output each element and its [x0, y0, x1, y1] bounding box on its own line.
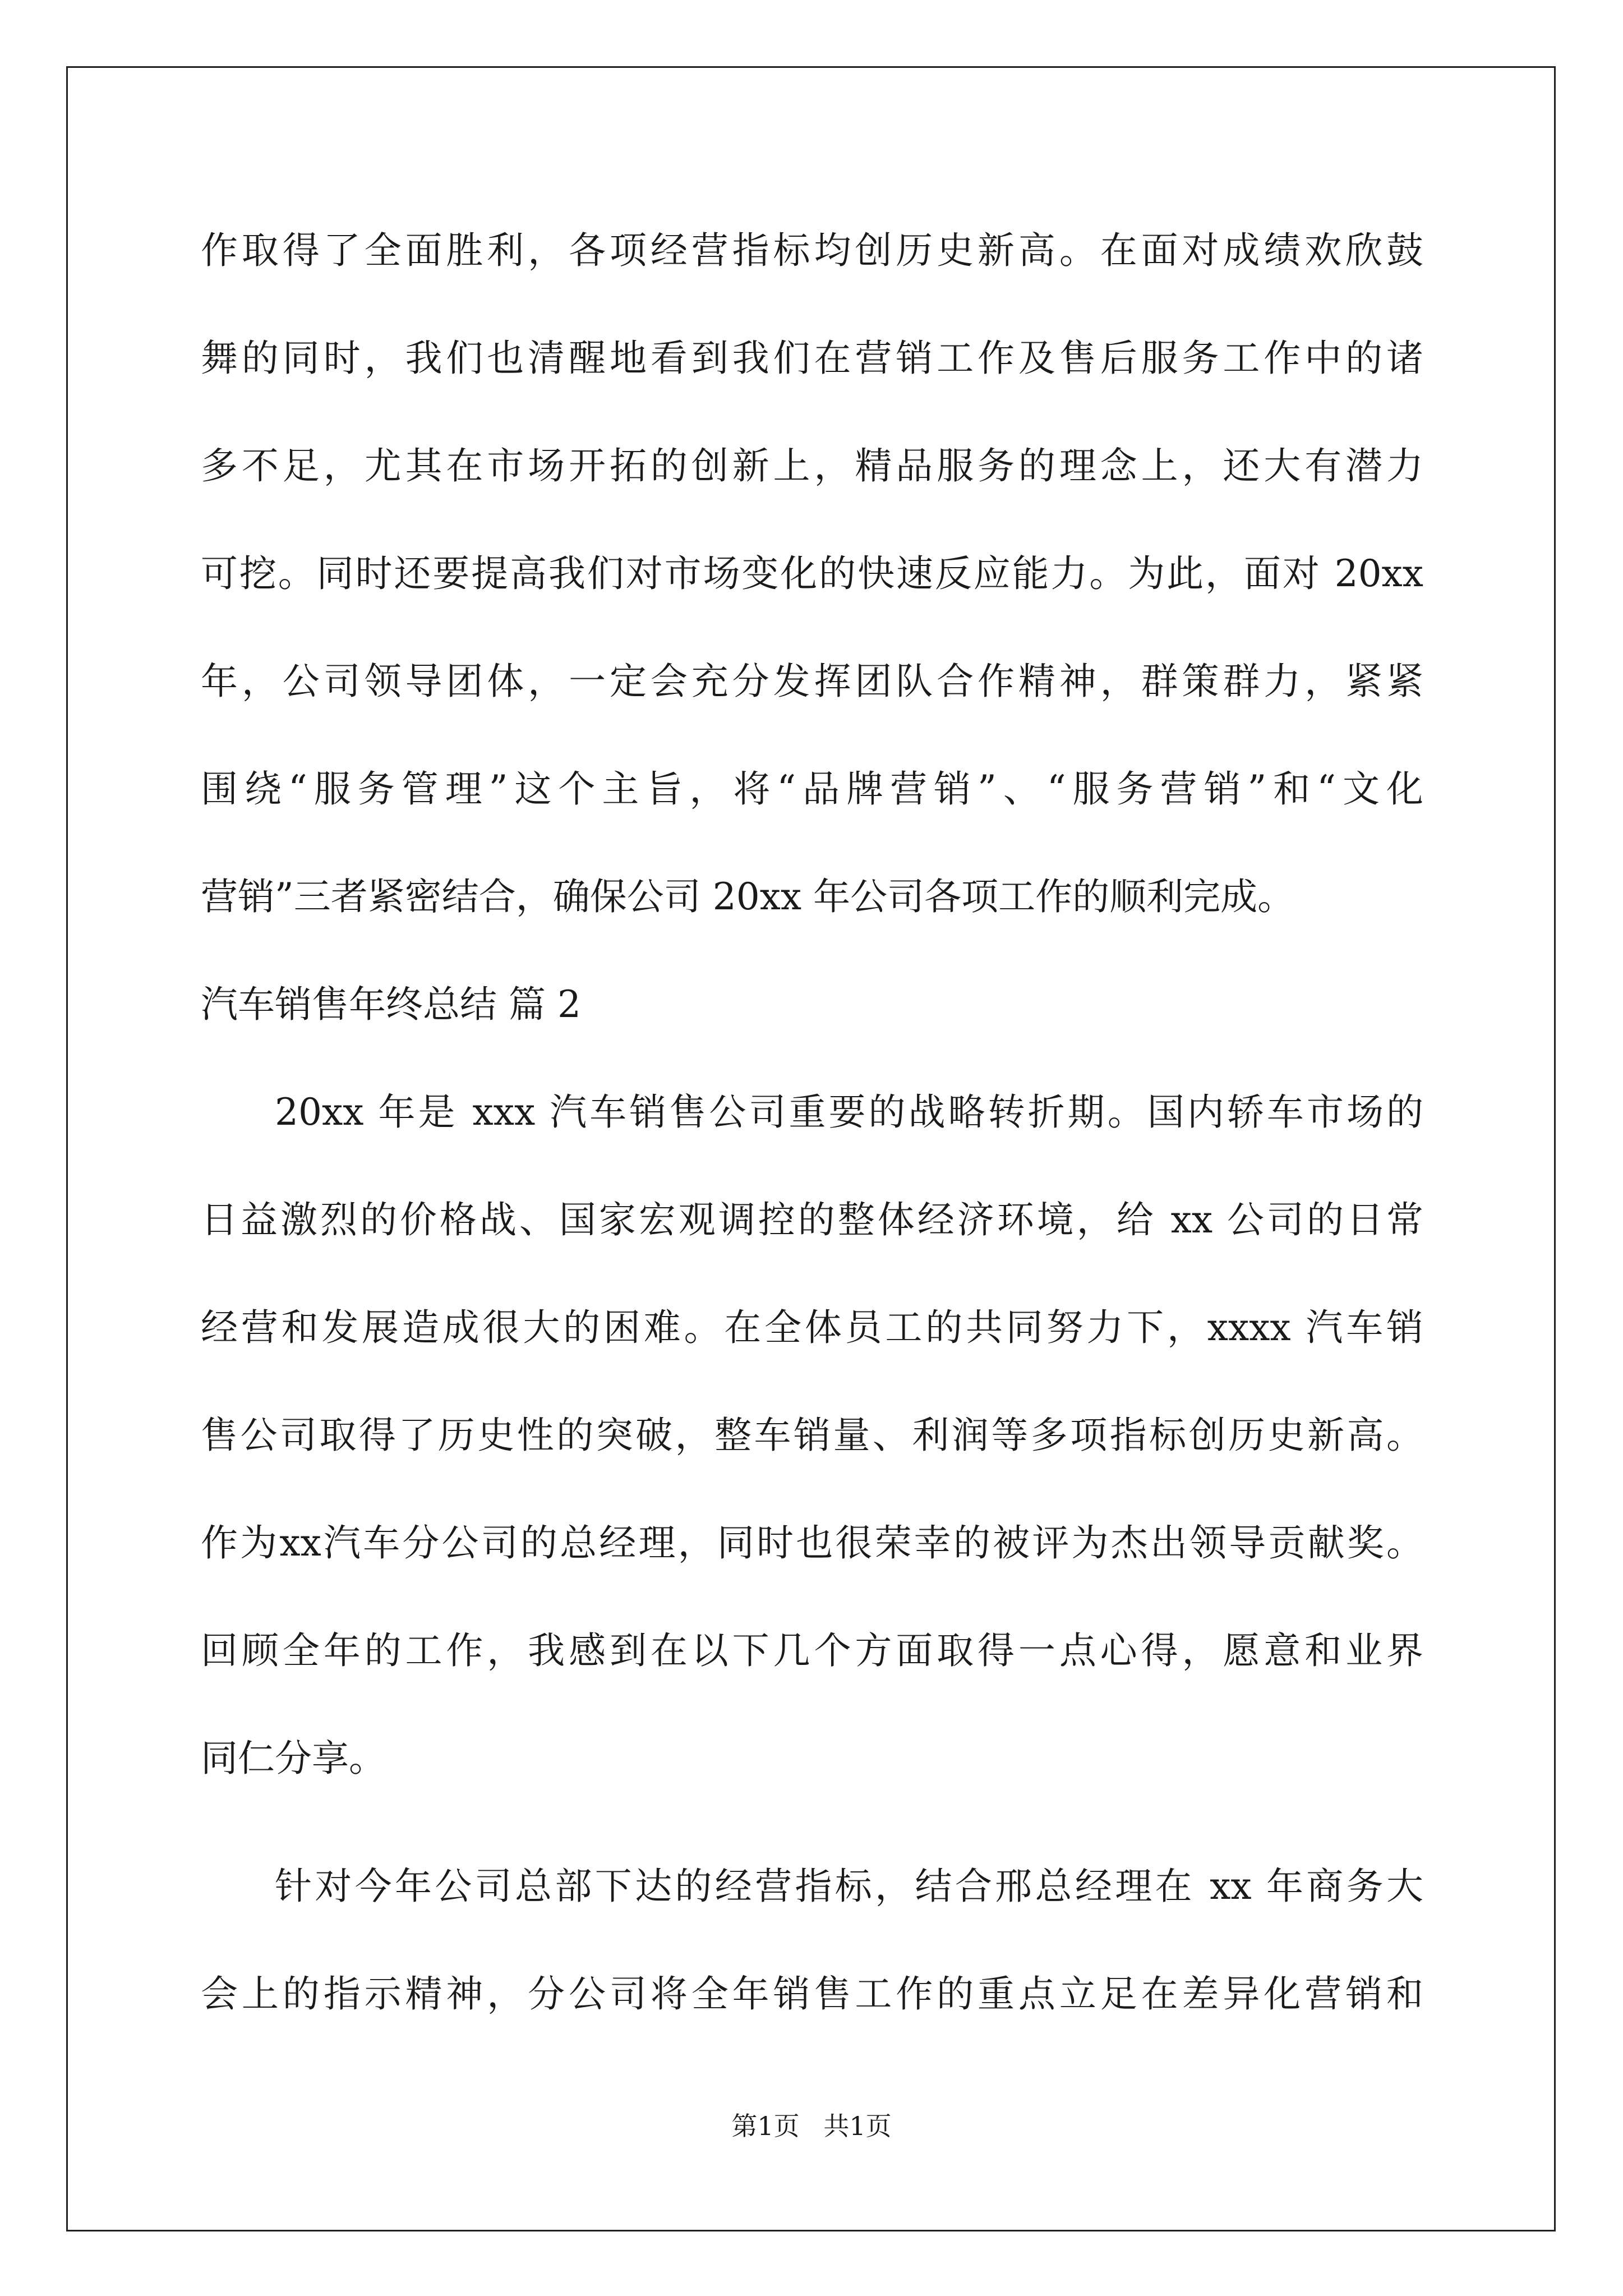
- page-number: 第1页: [731, 2111, 800, 2141]
- paragraph-line: 会上的指示精神，分公司将全年销售工作的重点立足在差异化营销和: [201, 1972, 1423, 2016]
- paragraph-line: 多不足，尤其在市场开拓的创新上，精品服务的理念上，还大有潜力: [201, 444, 1423, 487]
- paragraph-line: 日益激烈的价格战、国家宏观调控的整体经济环境，给 xx 公司的日常: [201, 1198, 1423, 1241]
- paragraph-line: 作取得了全面胜利，各项经营指标均创历史新高。在面对成绩欢欣鼓: [201, 229, 1423, 272]
- page-footer: [0, 2109, 1623, 2143]
- paragraph-line: 围绕“服务管理”这个主旨，将“品牌营销”、“服务营销”和“文化: [201, 767, 1423, 811]
- paragraph-line: 舞的同时，我们也清醒地看到我们在营销工作及售后服务工作中的诸: [201, 337, 1423, 380]
- paragraph-line: 售公司取得了历史性的突破，整车销量、利润等多项指标创历史新高。: [201, 1414, 1423, 1457]
- paragraph-line: 20xx 年是 xxx 汽车销售公司重要的战略转折期。国内轿车市场的: [275, 1091, 1423, 1134]
- paragraph-line: 年，公司领导团体，一定会充分发挥团队合作精神，群策群力，紧紧: [201, 660, 1423, 703]
- paragraph-line: 回顾全年的工作，我感到在以下几个方面取得一点心得，愿意和业界: [201, 1629, 1423, 1672]
- paragraph-line: 作为xx汽车分公司的总经理，同时也很荣幸的被评为杰出领导贡献奖。: [201, 1521, 1423, 1565]
- paragraph-line: 同仁分享。: [201, 1737, 386, 1780]
- paragraph-line: 可挖。同时还要提高我们对市场变化的快速反应能力。为此，面对 20xx: [201, 552, 1423, 595]
- section-heading: 汽车销售年终总结 篇 2: [201, 983, 581, 1026]
- page-total: 共1页: [823, 2111, 892, 2141]
- paragraph-line: 经营和发展造成很大的困难。在全体员工的共同努力下，xxxx 汽车销: [201, 1306, 1423, 1349]
- paragraph-line: 针对今年公司总部下达的经营指标，结合邢总经理在 xx 年商务大: [275, 1865, 1423, 1908]
- document-body: [201, 220, 1423, 2071]
- paragraph-line: 营销”三者紧密结合，确保公司 20xx 年公司各项工作的顺利完成。: [201, 875, 1295, 918]
